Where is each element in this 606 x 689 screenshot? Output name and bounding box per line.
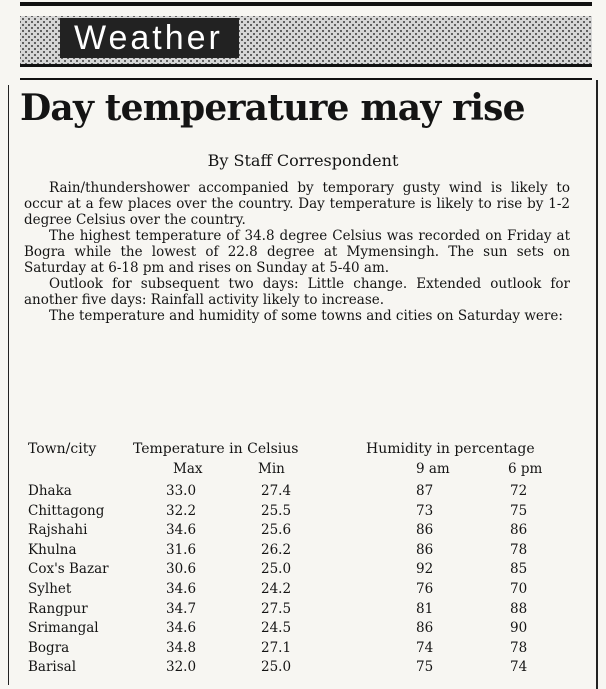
max-cell: 30.6: [166, 561, 197, 578]
town-cell: Chittagong: [28, 502, 105, 519]
am-humidity-cell: 74: [416, 639, 434, 656]
pm-humidity-cell: 75: [510, 502, 528, 519]
section-label: Weather: [60, 18, 239, 58]
min-cell: 24.5: [261, 620, 292, 637]
town-cell: Sylhet: [28, 580, 72, 597]
weather-table: [28, 440, 578, 678]
min-cell: 25.0: [261, 659, 292, 676]
am-humidity-cell: 75: [416, 659, 434, 676]
table-row: [28, 502, 578, 522]
table-row: [28, 639, 578, 659]
max-cell: 34.6: [166, 522, 197, 539]
byline: By Staff Correspondent: [207, 151, 399, 170]
max-cell: 32.2: [166, 502, 197, 519]
min-cell: 26.2: [261, 541, 292, 558]
pm-humidity-cell: 78: [510, 541, 528, 558]
am-humidity-cell: 87: [416, 483, 434, 499]
am-humidity-cell: 86: [416, 541, 434, 558]
min-cell: 24.2: [261, 580, 292, 597]
min-cell: 25.6: [261, 522, 292, 539]
am-humidity-cell: 81: [416, 600, 434, 617]
headline: Day temperature may rise: [20, 87, 525, 129]
am-humidity-cell: 86: [416, 620, 434, 637]
pm-humidity-cell: 85: [510, 561, 528, 578]
pm-humidity-cell: 78: [510, 639, 528, 656]
table-row: [28, 541, 578, 561]
max-cell: 34.7: [166, 600, 197, 617]
town-cell: Cox's Bazar: [28, 561, 109, 578]
min-cell: 27.4: [261, 483, 292, 499]
am-humidity-cell: 92: [416, 561, 434, 578]
min-cell: 25.5: [261, 502, 292, 519]
table-row: [28, 619, 578, 639]
town-cell: Barisal: [28, 659, 77, 676]
pm-humidity-cell: 70: [510, 580, 528, 597]
pm-humidity-cell: 86: [510, 522, 528, 539]
banner-rule: [20, 78, 592, 80]
column-rule-left: [8, 85, 9, 685]
table-row: [28, 521, 578, 541]
am-humidity-cell: 86: [416, 522, 434, 539]
max-cell: 33.0: [166, 483, 197, 499]
max-cell: 34.6: [166, 580, 197, 597]
am-humidity-cell: 76: [416, 580, 434, 597]
pm-column-header: 6 pm: [508, 461, 543, 477]
max-cell: 34.8: [166, 639, 197, 656]
paragraph: The temperature and humidity of some towns and cities on Saturday were:: [49, 308, 563, 324]
paragraph: Outlook for subsequent two days: Little change. Extended outlook for another five days: Rainfall activity likely to increase.: [24, 276, 570, 308]
table-row: [28, 580, 578, 600]
town-cell: Rajshahi: [28, 522, 88, 539]
town-cell: Khulna: [28, 541, 77, 558]
table-subheader-row: [28, 460, 578, 482]
max-cell: 32.0: [166, 659, 197, 676]
humidity-column-header: Humidity in percentage: [366, 441, 535, 457]
am-humidity-cell: 73: [416, 502, 434, 519]
table-row: [28, 560, 578, 580]
paragraph: The highest temperature of 34.8 degree Celsius was recorded on Friday at Bogra while the lowest of 22.8 degree at Mymensingh. The sun sets on Saturday at 6-18 pm and rises on Sunday at 5-40 am.: [24, 228, 570, 276]
min-cell: 27.1: [261, 639, 292, 656]
pm-humidity-cell: 88: [510, 600, 528, 617]
pm-humidity-cell: 72: [510, 483, 528, 499]
max-column-header: Max: [173, 461, 203, 477]
section-banner: [20, 16, 592, 67]
min-cell: 25.0: [261, 561, 292, 578]
table-row: [28, 658, 578, 678]
article-body: [24, 180, 570, 324]
town-cell: Rangpur: [28, 600, 88, 617]
temperature-column-header: Temperature in Celsius: [133, 441, 299, 457]
table-row: [28, 600, 578, 620]
table-row: [28, 482, 578, 502]
paragraph: Rain/thundershower accompanied by temporary gusty wind is likely to occur at a few places over the country. Day temperature is likely to rise by 1-2 degree Celsius over the country.: [24, 180, 570, 228]
town-column-header: Town/city: [28, 441, 97, 457]
max-cell: 31.6: [166, 541, 197, 558]
min-cell: 27.5: [261, 600, 292, 617]
town-cell: Dhaka: [28, 483, 72, 499]
pm-humidity-cell: 90: [510, 620, 528, 637]
min-column-header: Min: [258, 461, 285, 477]
table-body: [28, 482, 578, 678]
town-cell: Bogra: [28, 639, 70, 656]
max-cell: 34.6: [166, 620, 197, 637]
top-rule: [20, 2, 592, 6]
am-column-header: 9 am: [416, 461, 450, 477]
table-header-row: [28, 440, 578, 460]
town-cell: Srimangal: [28, 620, 99, 637]
pm-humidity-cell: 74: [510, 659, 528, 676]
